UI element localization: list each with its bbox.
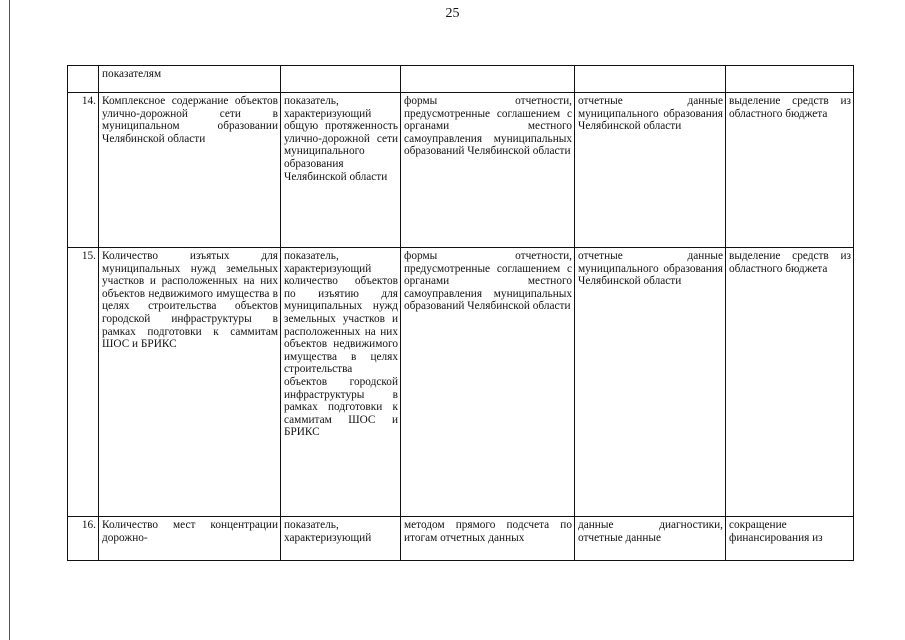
indicator-name: Количество мест концентрации дорожно- xyxy=(99,517,281,561)
row-number: 16. xyxy=(68,517,99,561)
data-source: отчетные данные муниципального образования Челябинской области xyxy=(575,248,726,517)
collection-method: формы отчетности, предусмотренные соглашением с органами местного самоуправления муниципальных образований Челябинской области xyxy=(401,93,575,248)
indicator-definition: показатель, характеризующий xyxy=(281,517,401,561)
indicators-table xyxy=(67,65,854,561)
table-row xyxy=(68,248,854,517)
collection-method: методом прямого подсчета по итогам отчетных данных xyxy=(401,517,575,561)
table-row xyxy=(68,66,854,93)
data-source xyxy=(575,66,726,93)
table-row xyxy=(68,93,854,248)
indicator-name: Количество изъятых для муниципальных нужд земельных участков и расположенных на них объектов недвижимого имущества в целях строительства объектов городской инфраструктуры в рамках подготовки к саммитам ШОС и БРИКС xyxy=(99,248,281,517)
row-number: 15. xyxy=(68,248,99,517)
indicator-definition: показатель, характеризующий количество объектов по изъятию для муниципальных нужд земельных участков и расположенных на них объектов недвижимого имущества в целях строительства объектов городской инфраструктуры в рамках подготовки к саммитам ШОС и БРИКС xyxy=(281,248,401,517)
action-type: сокращение финансирования из xyxy=(726,517,854,561)
row-number: 14. xyxy=(68,93,99,248)
action-type: выделение средств из областного бюджета xyxy=(726,93,854,248)
data-source: данные диагностики, отчетные данные xyxy=(575,517,726,561)
indicator-definition xyxy=(281,66,401,93)
collection-method: формы отчетности, предусмотренные соглашением с органами местного самоуправления муниципальных образований Челябинской области xyxy=(401,248,575,517)
action-type xyxy=(726,66,854,93)
indicator-name: показателям xyxy=(99,66,281,93)
collection-method xyxy=(401,66,575,93)
page-edge-line xyxy=(9,0,10,640)
indicator-name: Комплексное содержание объектов улично-дорожной сети в муниципальном образовании Челябинской области xyxy=(99,93,281,248)
indicator-definition: показатель, характеризующий общую протяженность улично-дорожной сети муниципального образования Челябинской области xyxy=(281,93,401,248)
row-number xyxy=(68,66,99,93)
data-source: отчетные данные муниципального образования Челябинской области xyxy=(575,93,726,248)
table-row xyxy=(68,517,854,561)
action-type: выделение средств из областного бюджета xyxy=(726,248,854,517)
page-number: 25 xyxy=(445,6,460,21)
